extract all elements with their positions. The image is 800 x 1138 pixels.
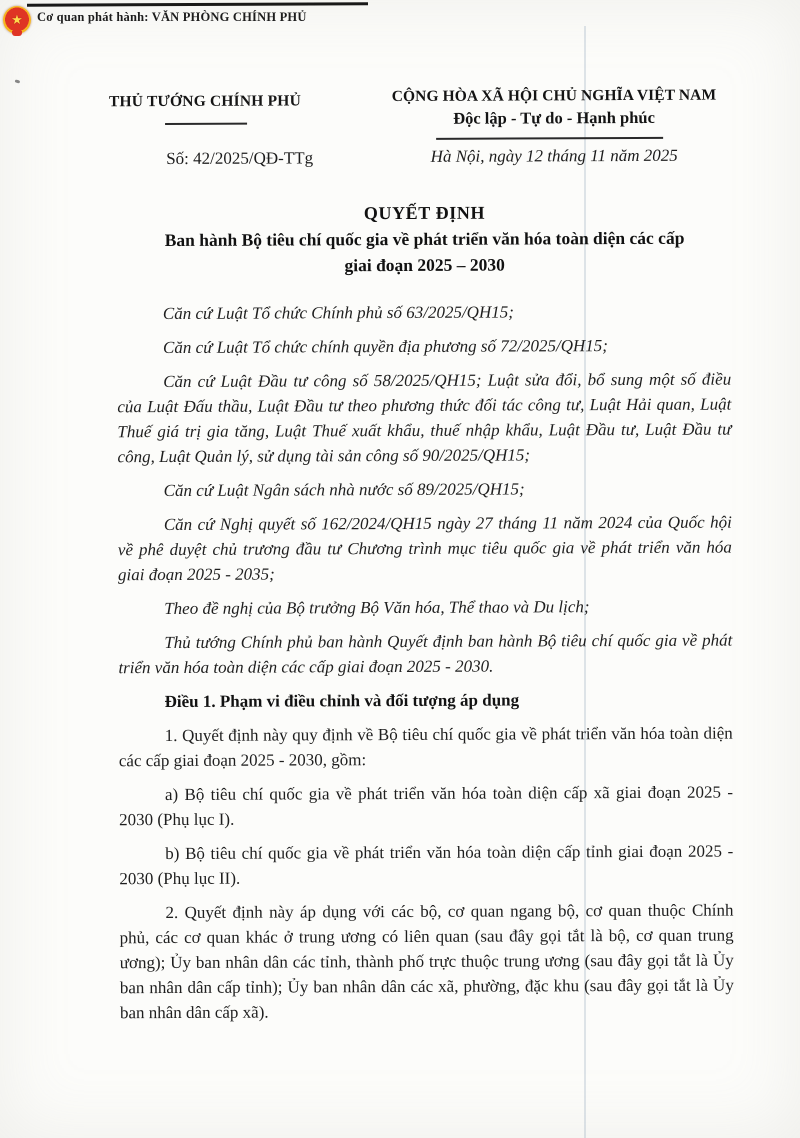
document-title-block xyxy=(114,200,734,279)
emblem-star-icon: ★ xyxy=(11,12,23,28)
article-1-clause: 2. Quyết định này áp dụng với các bộ, cơ quan ngang bộ, cơ quan thuộc Chính phủ, các cơ quan khác ở trung ương có liên quan (sau đây gọi tắt là bộ, cơ quan trung ương); Ủy ban nhân dân các tỉnh, thành phố trực thuộc trung ương (sau đây gọi tắt là Ủy ban nhân dân cấp tỉnh); Ủy ban nhân dân các xã, phường, đặc khu (sau đây gọi tắt là Ủy ban nhân dân cấp xã). xyxy=(119,900,734,1023)
document-type-title: QUYẾT ĐỊNH xyxy=(363,202,486,224)
preamble-paragraph: Theo đề nghị của Bộ trưởng Bộ Văn hóa, Thể thao và Du lịch; xyxy=(164,597,590,619)
preamble-paragraph: Căn cứ Luật Ngân sách nhà nước số 89/2025/QH15; xyxy=(163,479,525,501)
republic-heading: CỘNG HÒA XÃ HỘI CHỦ NGHĨA VIỆT NAM xyxy=(391,86,717,106)
motto-underline xyxy=(436,137,663,140)
article-1-clause: b) Bộ tiêu chí quốc gia về phát triển văn hóa toàn diện cấp tỉnh giai đoạn 2025 - 2030 (Phụ lục II). xyxy=(119,841,734,889)
document-number: Số: 42/2025/QĐ-TTg xyxy=(166,148,314,169)
document-subject-line-1: Ban hành Bộ tiêu chí quốc gia về phát triển văn hóa toàn diện các cấp xyxy=(164,227,685,251)
preamble-paragraph: Căn cứ Luật Đầu tư công số 58/2025/QH15; Luật sửa đổi, bổ sung một số điều của Luật Đấu thầu, Luật Đầu tư theo phương thức đối tác công tư, Luật Hải quan, Luật Thuế giá trị gia tăng, Luật Thuế xuất khẩu, thuế nhập khẩu, Luật Đầu tư, Luật Đầu tư công, Luật Quản lý, sử dụng tài sản công số 90/2025/QH15; xyxy=(117,369,732,467)
preamble-paragraph: Căn cứ Nghị quyết số 162/2024/QH15 ngày 27 tháng 11 năm 2024 của Quốc hội về phê duyệt chủ trương đầu tư Chương trình mục tiêu quốc gia về phát triển văn hóa giai đoạn 2025 - 2035; xyxy=(117,512,732,585)
article-1-heading: Điều 1. Phạm vi điều chỉnh và đối tượng áp dụng xyxy=(164,690,520,712)
publisher-label: Cơ quan phát hành: VĂN PHÒNG CHÍNH PHỦ xyxy=(37,10,307,24)
document-subject-line-2: giai đoạn 2025 – 2030 xyxy=(344,254,505,276)
issuer-title: THỦ TƯỚNG CHÍNH PHỦ xyxy=(108,92,301,111)
national-motto: Độc lập - Tự do - Hạnh phúc xyxy=(453,107,655,128)
preamble-paragraph: Căn cứ Luật Tổ chức Chính phủ số 63/2025/QH15; xyxy=(162,302,514,324)
preamble-paragraph: Căn cứ Luật Tổ chức chính quyền địa phương số 72/2025/QH15; xyxy=(162,336,608,358)
preamble-paragraph: Thủ tướng Chính phủ ban hành Quyết định ban hành Bộ tiêu chí quốc gia về phát triển văn hóa toàn diện các cấp giai đoạn 2025 - 2030. xyxy=(118,630,733,678)
issuer-underline xyxy=(165,123,247,125)
article-1-clause: 1. Quyết định này quy định về Bộ tiêu chí quốc gia về phát triển văn hóa toàn diện các cấp giai đoạn 2025 - 2030, gồm: xyxy=(118,723,733,771)
place-and-date: Hà Nội, ngày 12 tháng 11 năm 2025 xyxy=(430,145,678,166)
article-1-clause: a) Bộ tiêu chí quốc gia về phát triển văn hóa toàn diện cấp xã giai đoạn 2025 - 2030 (Phụ lục I). xyxy=(119,782,734,830)
document-text xyxy=(117,299,734,1035)
